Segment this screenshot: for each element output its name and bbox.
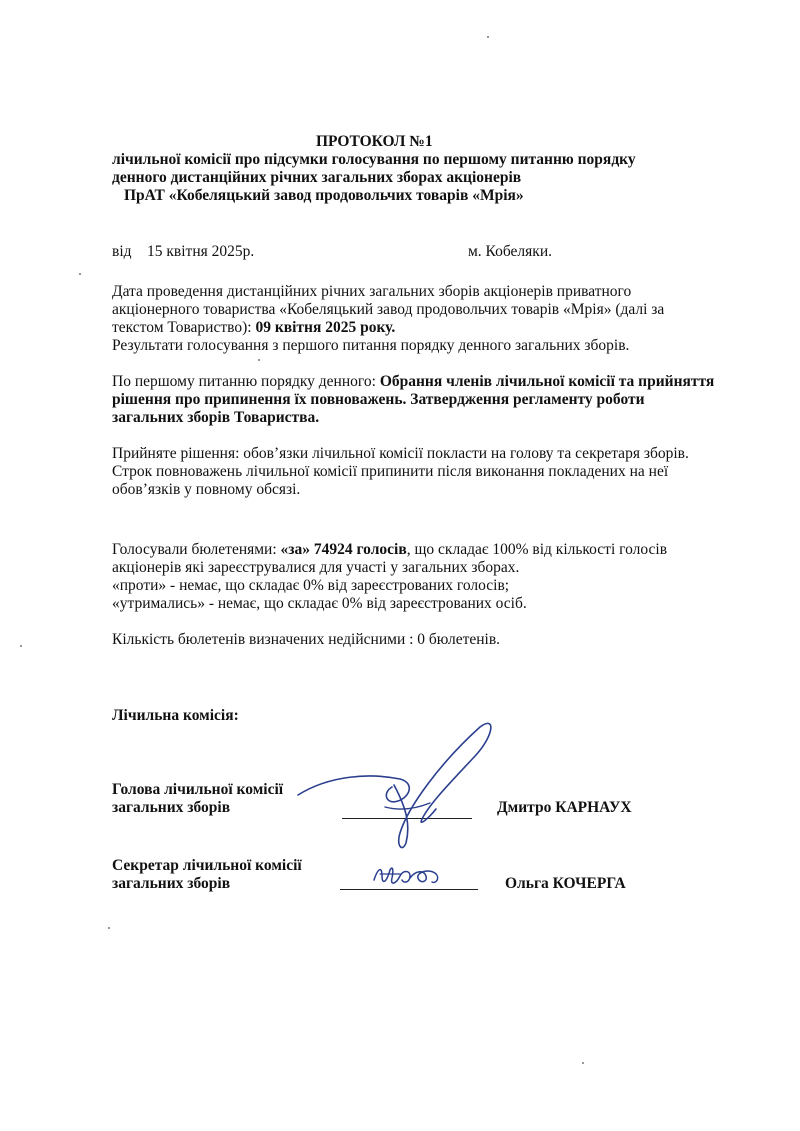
intro-line-3 [112, 319, 395, 337]
scan-speck [20, 645, 22, 647]
question-text-1: Обрання членів лічильної комісії та прийняття [379, 373, 715, 390]
date-label: від [112, 243, 132, 260]
scan-speck [487, 36, 489, 38]
question-label: По першому питанню порядку денного: [112, 373, 380, 390]
document-subtitle-line-2: денного дистанційних річних загальних зборах акціонерів [112, 169, 522, 186]
votes-for-percent: , що складає 100% від кількості голосів [406, 541, 668, 558]
secretary-role-line-2: загальних зборів [112, 875, 231, 892]
commission-heading: Лічильна комісія: [112, 707, 239, 724]
votes-line-1 [112, 541, 667, 559]
votes-against: «проти» - немає, що складає 0% від зареєстрованих голосів; [112, 577, 510, 594]
votes-for: «за» 74924 голосів [280, 541, 407, 558]
secretary-signature [370, 862, 450, 892]
chair-signature [290, 715, 510, 865]
results-intro: Результати голосування з першого питання порядку денного загальних зборів. [112, 337, 630, 354]
decision-line-3: обов’язків у повному обсязі. [112, 481, 301, 498]
votes-line-2: акціонерів які зареєструвалися для участі у загальних зборах. [112, 559, 520, 576]
document-subtitle-line-1: лічильної комісії про підсумки голосування по першому питанню порядку [112, 151, 636, 168]
decision-line-1: Прийняте рішення: обов’язки лічильної комісії покласти на голову та секретаря зборів. [112, 445, 689, 462]
secretary-role-line-1: Секретар лічильної комісії [112, 857, 302, 874]
document-title: ПРОТОКОЛ №1 [316, 133, 433, 150]
scan-speck [108, 927, 110, 929]
chair-role-line-1: Голова лічильної комісії [112, 781, 284, 798]
scan-speck [582, 1062, 584, 1064]
votes-label: Голосували бюлетенями: [112, 541, 281, 558]
secretary-name: Ольга КОЧЕРГА [505, 875, 626, 892]
decision-line-2: Строк повноважень лічильної комісії припинити після виконання покладених на неї [112, 463, 669, 480]
scan-speck [258, 359, 260, 361]
intro-line-1: Дата проведення дистанційних річних загальних зборів акціонерів приватного [112, 283, 632, 300]
chair-role-line-2: загальних зборів [112, 799, 231, 816]
question-line-1 [112, 373, 714, 391]
question-text-2: рішення про припинення їх повноважень. Затвердження регламенту роботи [112, 391, 645, 408]
intro-line-2: акціонерного товариства «Кобеляцький завод продовольчих товарів «Мрія» (далі за [112, 301, 665, 318]
scan-speck [79, 273, 81, 275]
question-text-3: загальних зборів Товариства. [112, 409, 320, 426]
date-value: 15 квітня 2025р. [147, 243, 255, 260]
meeting-date: 09 квітня 2025 року. [255, 319, 396, 336]
intro-line-3-text: текстом Товариство): [112, 319, 256, 336]
invalid-ballots: Кількість бюлетенів визначених недійсними : 0 бюлетенів. [112, 631, 501, 648]
votes-abstain: «утримались» - немає, що складає 0% від зареєстрованих осіб. [112, 595, 527, 612]
document-subtitle-line-3: ПрАТ «Кобеляцький завод продовольчих товарів «Мрія» [124, 187, 524, 204]
chair-name: Дмитро КАРНАУХ [497, 799, 632, 816]
place: м. Кобеляки. [468, 243, 553, 260]
date-line [112, 243, 254, 261]
